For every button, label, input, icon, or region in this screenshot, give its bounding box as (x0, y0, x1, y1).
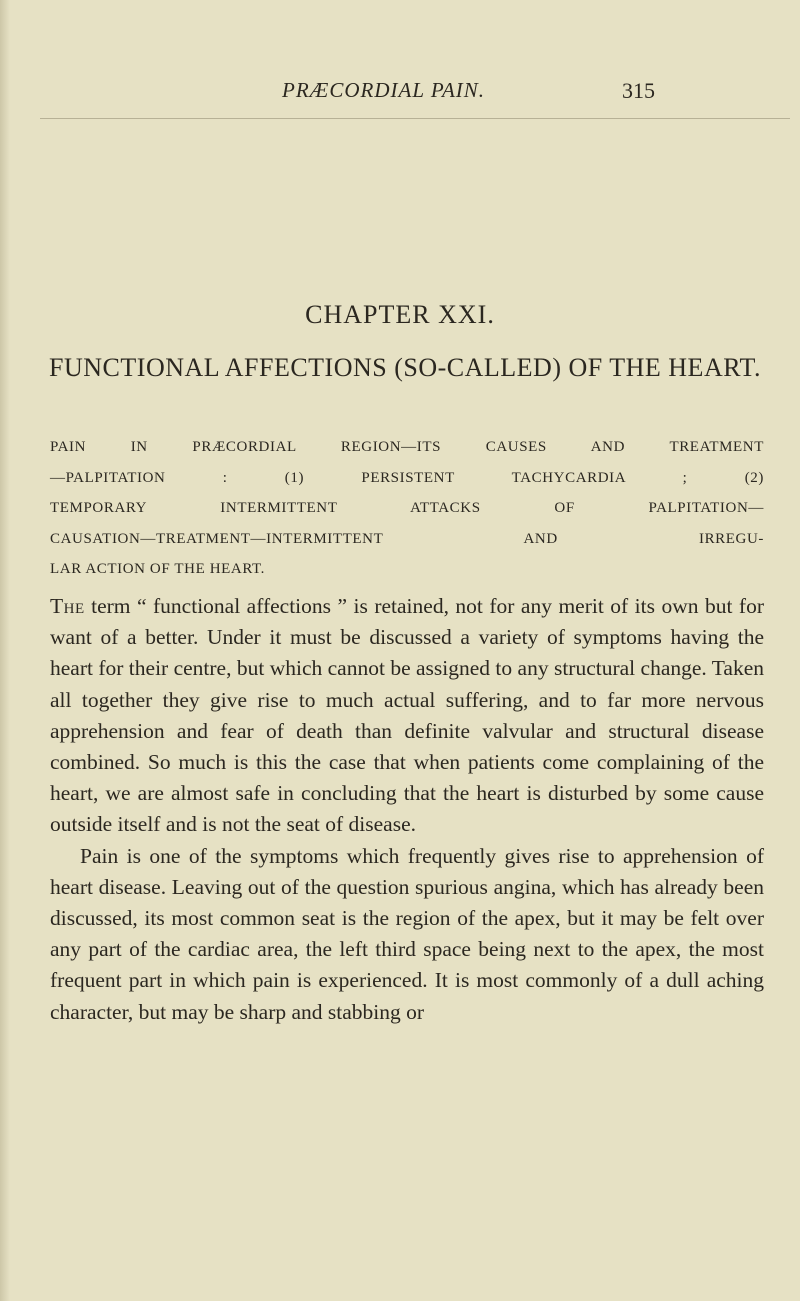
synopsis-line: CAUSATION—TREATMENT—INTERMITTENT AND IRREGU- (50, 530, 764, 547)
paragraph-lead-word: The (50, 594, 85, 618)
paragraph-2: Pain is one of the symptoms which frequently gives rise to apprehension of heart disease. Leaving out of the question spurious angina, which has already been discussed, its most common seat is the region of the apex, but it may be felt over any part of the cardiac area, the left third space being next to the apex, the most frequent part in which pain is experienced. It is most commonly of a dull aching character, but may be sharp and stabbing or (50, 843, 764, 1024)
paragraph-1-text: term “ functional affections ” is retained, not for any merit of its own but for want of a better. Under it must be discussed a variety of symptoms having the heart for their centre, but which cannot be assigned to any structural change. Taken all together they give rise to much actual suffering, and to far more nervous apprehension and fear of death than definite valvular and structural disease combined. So much is this the case that when patients come complaining of the heart, we are almost safe in concluding that the heart is disturbed by some cause outside itself and is not the seat of disease. (50, 594, 764, 837)
running-head (0, 78, 800, 108)
chapter-synopsis (50, 432, 764, 585)
synopsis-line: —PALPITATION : (1) PERSISTENT TACHYCARDIA ; (2) (50, 469, 764, 486)
synopsis-line: PAIN IN PRÆCORDIAL REGION—ITS CAUSES AND TREATMENT (50, 439, 764, 455)
chapter-number: CHAPTER XXI. (305, 300, 495, 329)
synopsis-line: TEMPORARY INTERMITTENT ATTACKS OF PALPITATION— (50, 500, 764, 516)
running-title: PRÆCORDIAL PAIN. (282, 78, 486, 102)
paragraph-1 (50, 591, 764, 841)
synopsis-line: LAR ACTION OF THE HEART. (50, 561, 266, 577)
chapter-title: FUNCTIONAL AFFECTIONS (SO-CALLED) OF THE HEART. (49, 353, 761, 382)
page-edge-shadow (0, 0, 10, 1301)
body-text (50, 591, 764, 1028)
header-rule (40, 118, 790, 119)
page-number: 315 (622, 78, 655, 103)
